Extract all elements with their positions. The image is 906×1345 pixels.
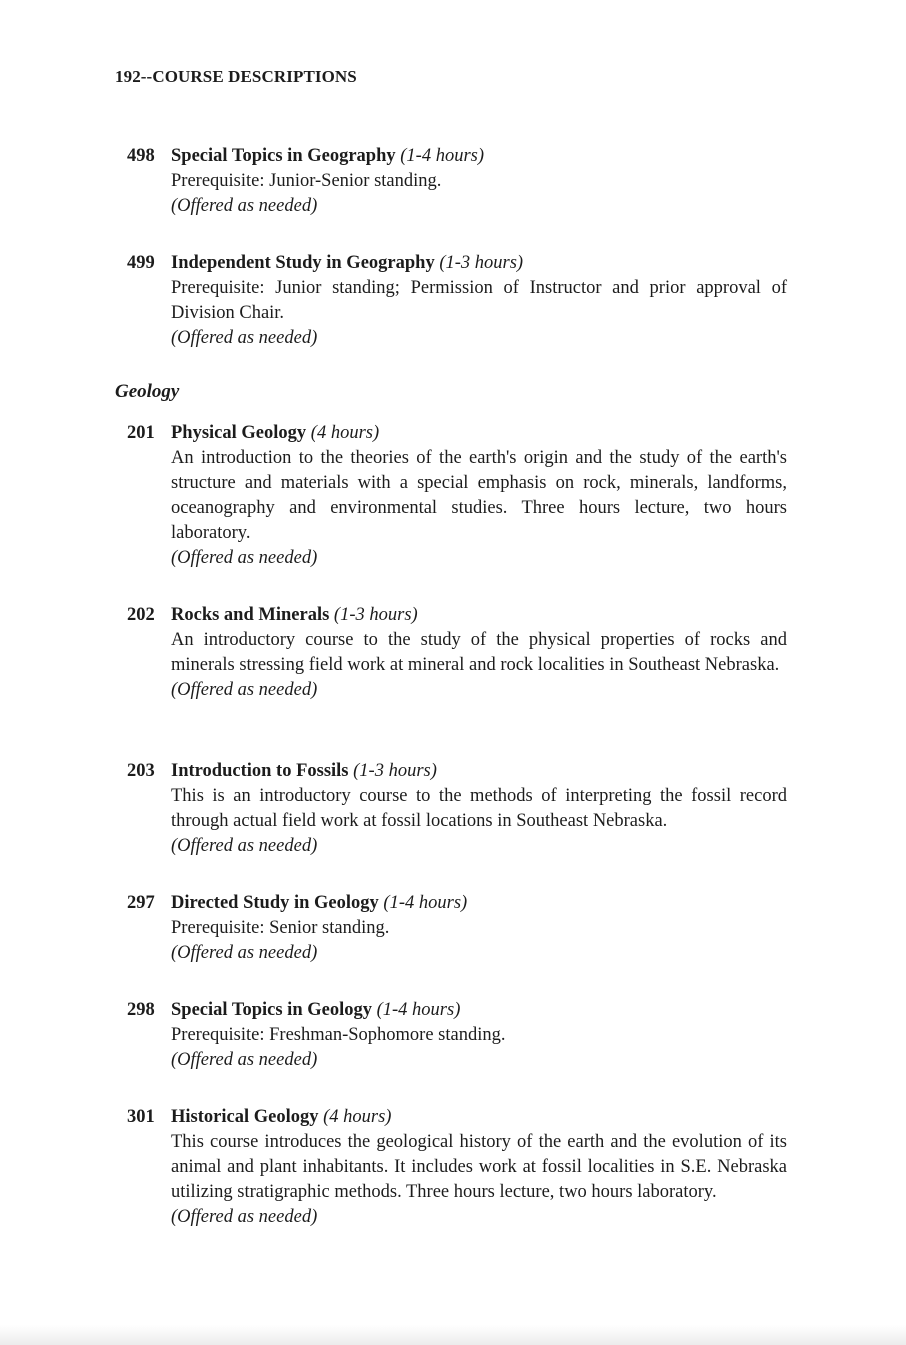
course-offered: (Offered as needed) [171,1050,318,1070]
course-body [171,144,787,219]
course-title: Independent Study in Geography [171,253,435,273]
course-description: Prerequisite: Junior-Senior standing. [171,171,442,191]
course-title: Physical Geology [171,423,307,443]
course-heading [171,998,787,1023]
scan-edge-shadow [0,1325,906,1345]
course-title: Directed Study in Geology [171,893,379,913]
course-hours: (1-4 hours) [383,893,468,913]
course-number: 301 [127,1107,155,1127]
course-description: Prerequisite: Junior standing; Permission of Instructor and prior approval of Division Chair. [171,278,787,323]
course-description: An introduction to the theories of the earth's origin and the study of the earth's structure and materials with a special emphasis on rock, minerals, landforms, oceanography and environmental studies. Three hours lecture, two hours laboratory. [171,448,787,543]
course-number: 201 [127,423,155,443]
course-description: An introductory course to the study of the physical properties of rocks and minerals stressing field work at mineral and rock localities in Southeast Nebraska. [171,630,787,675]
course-hours: (1-3 hours) [353,761,437,781]
course-title: Rocks and Minerals [171,605,330,625]
course-offered: (Offered as needed) [171,943,318,963]
course-heading [171,603,787,628]
course-number: 499 [127,253,155,273]
course-number: 297 [127,893,155,913]
course-description: This is an introductory course to the methods of interpreting the fossil record through actual field work at fossil locations in Southeast Nebraska. [171,786,787,831]
course-offered: (Offered as needed) [171,680,318,700]
running-head: 192--COURSE DESCRIPTIONS [115,67,357,86]
course-heading [171,144,787,169]
course-offered: (Offered as needed) [171,548,318,568]
course-number: 202 [127,605,155,625]
course-hours: (1-3 hours) [333,605,418,625]
course-number: 498 [127,146,155,166]
course-title: Special Topics in Geography [171,146,396,166]
course-number: 203 [127,761,155,781]
course-heading [171,251,787,276]
course-hours: (1-3 hours) [439,253,524,273]
course-hours: (1-4 hours) [400,146,485,166]
section-heading-geology: Geology [115,381,180,402]
course-description: Prerequisite: Senior standing. [171,918,390,938]
course-body [171,251,787,351]
course-body [171,603,787,703]
course-body [171,998,787,1073]
course-body [171,891,787,966]
course-heading [171,421,787,446]
course-hours: (4 hours) [323,1107,392,1127]
course-number: 298 [127,1000,155,1020]
course-offered: (Offered as needed) [171,836,318,856]
course-offered: (Offered as needed) [171,328,318,348]
course-hours: (4 hours) [310,423,380,443]
course-description: This course introduces the geological history of the earth and the evolution of its animal and plant inhabitants. It includes work at fossil localities in S.E. Nebraska utilizing stratigraphic methods. Three hours lecture, two hours laboratory. [171,1132,787,1202]
course-body [171,421,787,571]
course-title: Special Topics in Geology [171,1000,372,1020]
course-body [171,1105,787,1230]
course-hours: (1-4 hours) [376,1000,461,1020]
course-offered: (Offered as needed) [171,1207,318,1227]
course-heading [171,891,787,916]
course-title: Introduction to Fossils [171,761,349,781]
course-offered: (Offered as needed) [171,196,318,216]
course-heading [171,759,787,784]
course-description: Prerequisite: Freshman-Sophomore standing. [171,1025,506,1045]
course-body [171,759,787,859]
course-title: Historical Geology [171,1107,319,1127]
course-heading [171,1105,787,1130]
